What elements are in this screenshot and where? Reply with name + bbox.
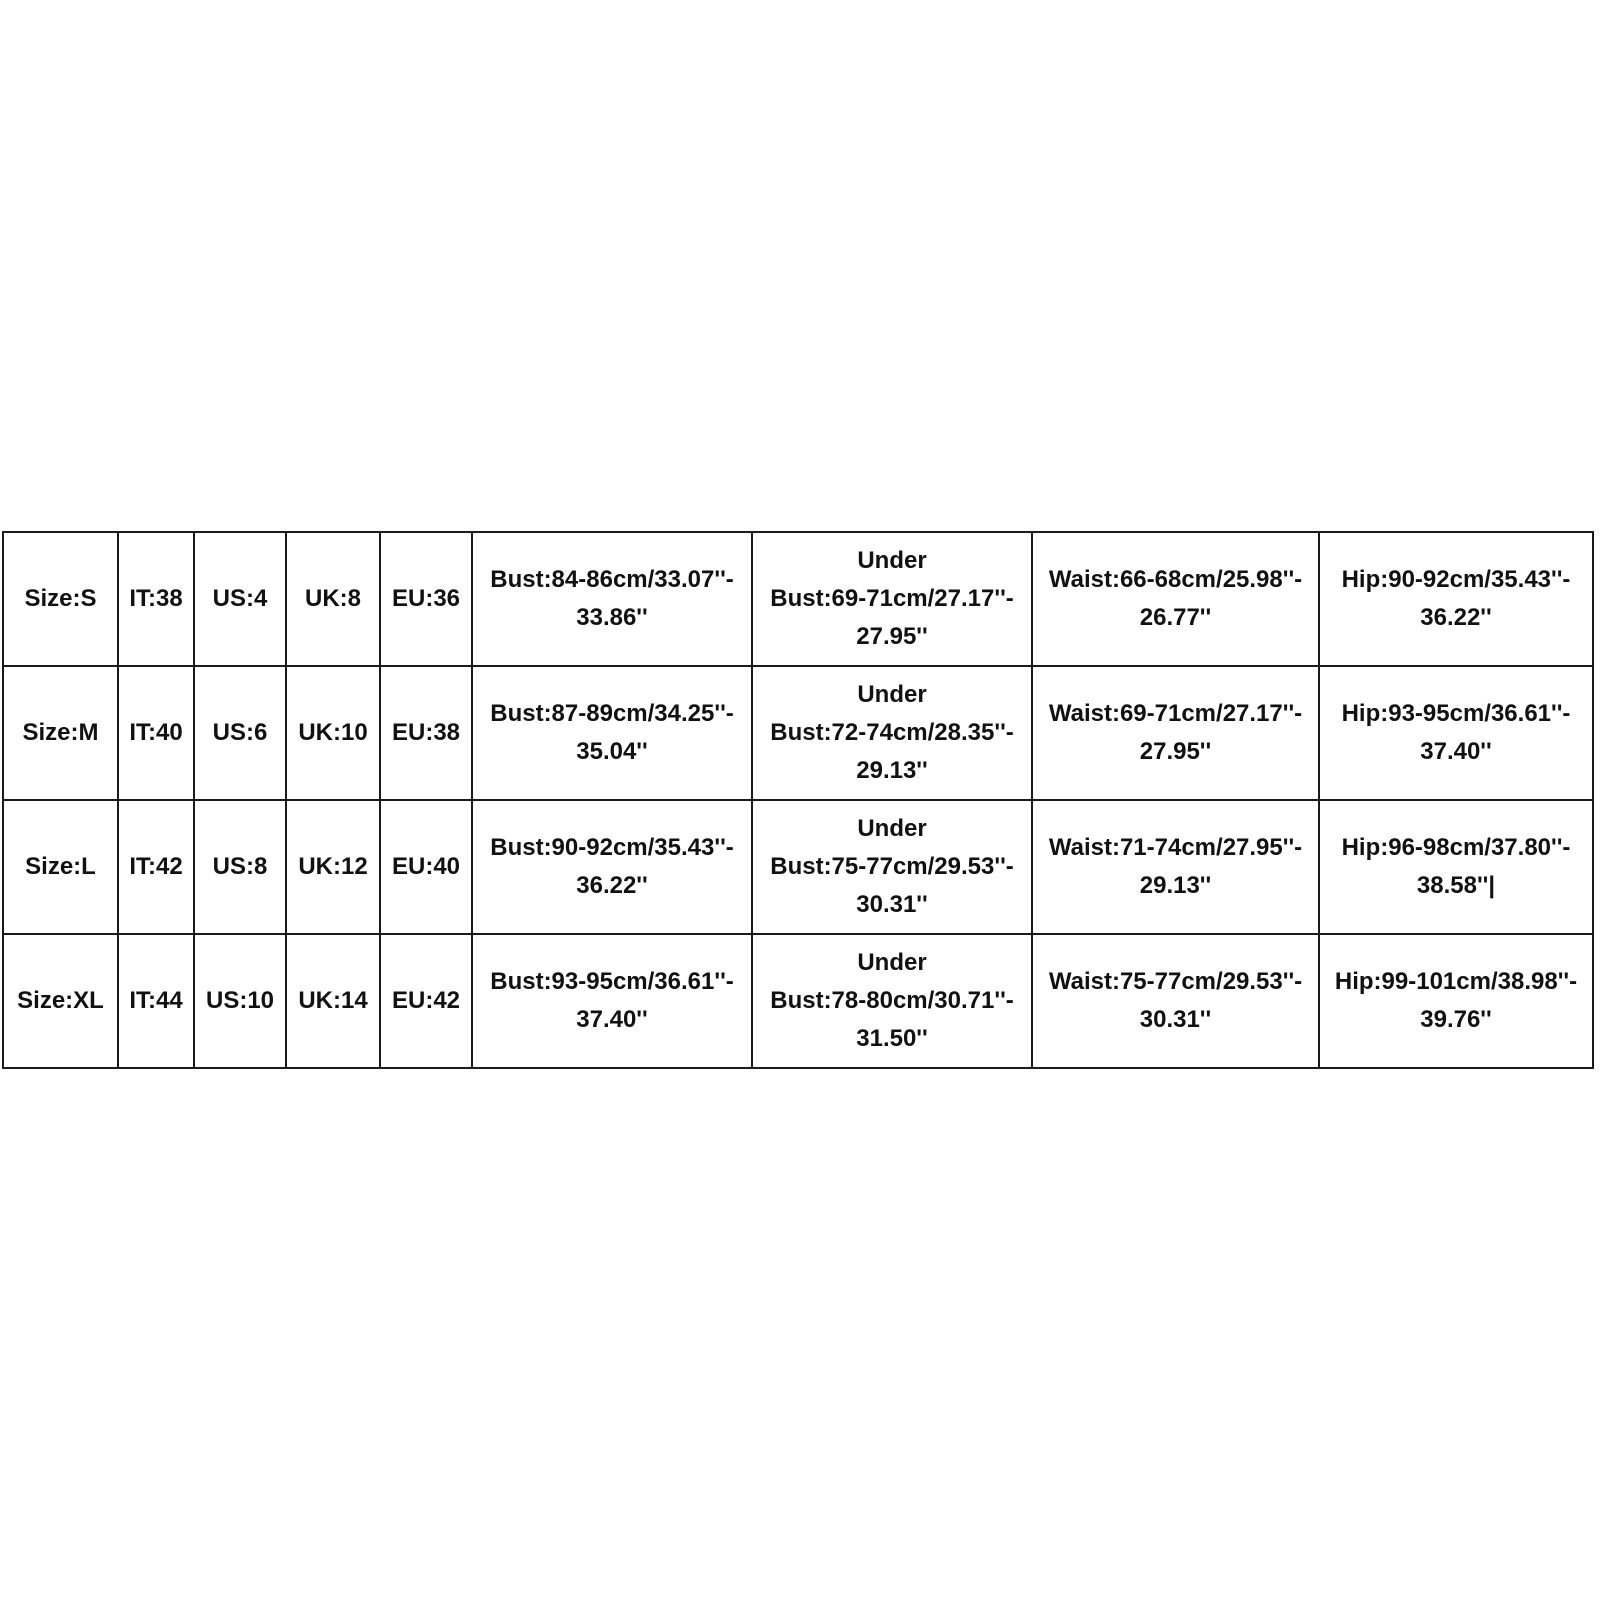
size-cell: Size:L — [3, 800, 118, 934]
table-row — [3, 532, 1593, 666]
us-size-cell: US:10 — [194, 934, 286, 1068]
bust-cell: Bust:90-92cm/35.43''- 36.22'' — [472, 800, 752, 934]
eu-size-cell: EU:38 — [380, 666, 472, 800]
hip-cell: Hip:90-92cm/35.43''- 36.22'' — [1319, 532, 1593, 666]
uk-size-cell: UK:10 — [286, 666, 380, 800]
uk-size-cell: UK:8 — [286, 532, 380, 666]
size-cell: Size:M — [3, 666, 118, 800]
table-row — [3, 800, 1593, 934]
uk-size-cell: UK:12 — [286, 800, 380, 934]
us-size-cell: US:4 — [194, 532, 286, 666]
waist-cell: Waist:66-68cm/25.98''- 26.77'' — [1032, 532, 1319, 666]
hip-cell: Hip:96-98cm/37.80''- 38.58''| — [1319, 800, 1593, 934]
size-cell: Size:XL — [3, 934, 118, 1068]
it-size-cell: IT:42 — [118, 800, 194, 934]
us-size-cell: US:8 — [194, 800, 286, 934]
eu-size-cell: EU:40 — [380, 800, 472, 934]
bust-cell: Bust:87-89cm/34.25''- 35.04'' — [472, 666, 752, 800]
size-cell: Size:S — [3, 532, 118, 666]
size-chart-table — [2, 531, 1594, 1069]
hip-cell: Hip:99-101cm/38.98''- 39.76'' — [1319, 934, 1593, 1068]
bust-cell: Bust:93-95cm/36.61''- 37.40'' — [472, 934, 752, 1068]
it-size-cell: IT:38 — [118, 532, 194, 666]
us-size-cell: US:6 — [194, 666, 286, 800]
under-bust-cell: Under Bust:78-80cm/30.71''- 31.50'' — [752, 934, 1032, 1068]
bust-cell: Bust:84-86cm/33.07''- 33.86'' — [472, 532, 752, 666]
waist-cell: Waist:71-74cm/27.95''- 29.13'' — [1032, 800, 1319, 934]
eu-size-cell: EU:42 — [380, 934, 472, 1068]
under-bust-cell: Under Bust:75-77cm/29.53''- 30.31'' — [752, 800, 1032, 934]
under-bust-cell: Under Bust:69-71cm/27.17''- 27.95'' — [752, 532, 1032, 666]
it-size-cell: IT:44 — [118, 934, 194, 1068]
uk-size-cell: UK:14 — [286, 934, 380, 1068]
table-row — [3, 666, 1593, 800]
eu-size-cell: EU:36 — [380, 532, 472, 666]
table-row — [3, 934, 1593, 1068]
waist-cell: Waist:75-77cm/29.53''- 30.31'' — [1032, 934, 1319, 1068]
hip-cell: Hip:93-95cm/36.61''- 37.40'' — [1319, 666, 1593, 800]
waist-cell: Waist:69-71cm/27.17''- 27.95'' — [1032, 666, 1319, 800]
under-bust-cell: Under Bust:72-74cm/28.35''- 29.13'' — [752, 666, 1032, 800]
it-size-cell: IT:40 — [118, 666, 194, 800]
